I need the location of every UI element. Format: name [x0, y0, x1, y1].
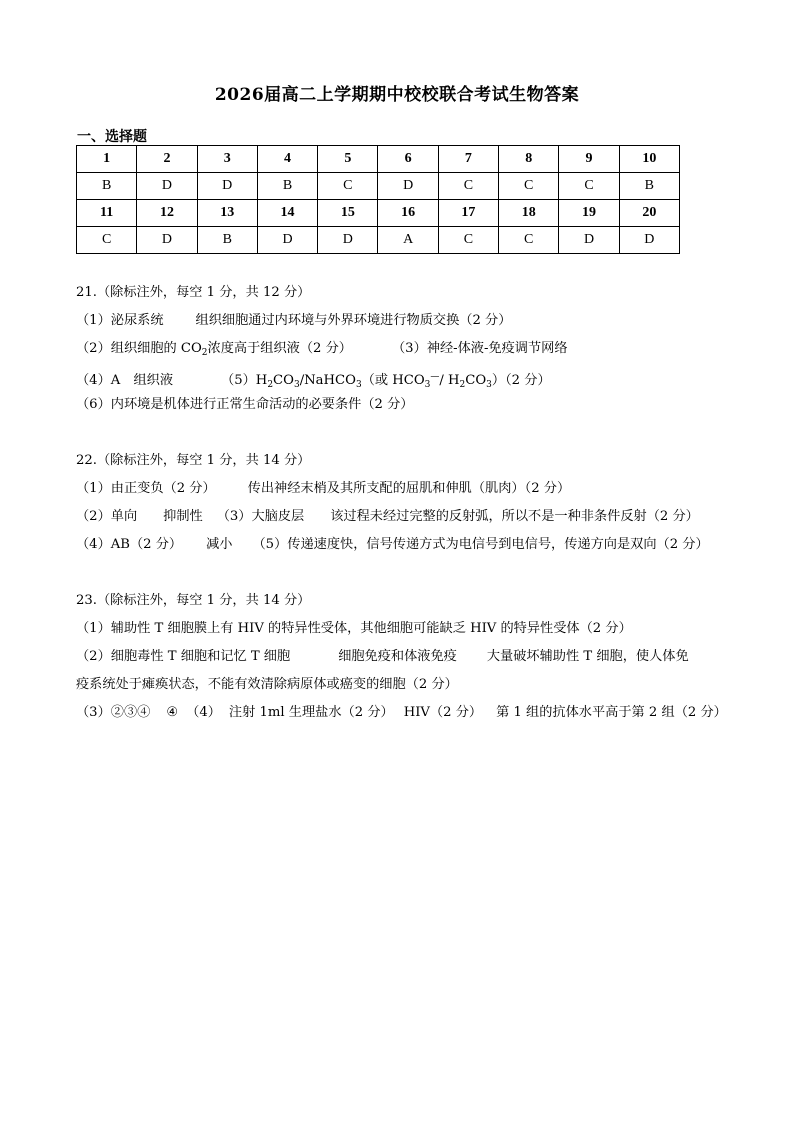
answer-text: 组织细胞通过内环境与外界环境进行物质交换（2 分）: [195, 313, 512, 328]
question-header: 22.（除标注外，每空 1 分，共 14 分）: [76, 453, 311, 468]
answer-text: （4）: [186, 705, 221, 720]
answer-text: /NaHCO: [299, 373, 356, 388]
question-22: [76, 447, 756, 559]
answer-text: （或 HCO: [361, 373, 425, 388]
table-cell: D: [137, 173, 197, 200]
answer-text: 注射 1ml 生理盐水（2 分）: [228, 705, 394, 720]
answer-text: （1）泌尿系统: [76, 313, 164, 328]
table-cell: 15: [318, 200, 378, 227]
table-cell: C: [499, 173, 559, 200]
subscript: 2: [201, 348, 208, 358]
table-cell: 5: [318, 146, 378, 173]
answer-text: （3）②③④: [76, 705, 151, 720]
table-cell: C: [559, 173, 619, 200]
answer-text: （3）大脑皮层: [216, 509, 305, 524]
table-cell: C: [499, 227, 559, 254]
table-cell: 7: [438, 146, 498, 173]
answer-text: （2）细胞毒性 T 细胞和记忆 T 细胞: [76, 649, 291, 664]
answer-text: 细胞免疫和体液免疫: [338, 649, 457, 664]
table-cell: A: [378, 227, 438, 254]
table-cell: 2: [137, 146, 197, 173]
answer-text: （5）H: [221, 373, 268, 388]
table-cell: 13: [197, 200, 257, 227]
table-cell: 1: [77, 146, 137, 173]
answer-line: （6）内环境是机体进行正常生命活动的必要条件（2 分）: [76, 397, 414, 412]
table-cell: 11: [77, 200, 137, 227]
answer-text: （2）组织细胞的 CO: [76, 341, 202, 356]
answer-line: [76, 531, 756, 559]
question-23: [76, 587, 756, 727]
answer-line: （1）辅助性 T 细胞膜上有 HIV 的特异性受体，其他细胞可能缺乏 HIV 的特异性受体（2 分）: [76, 621, 632, 636]
answer-text: 浓度高于组织液（2 分）: [207, 341, 352, 356]
answer-text: CO: [273, 373, 294, 388]
superscript: —: [430, 372, 440, 382]
answer-line: [76, 335, 756, 363]
answer-text: / H: [439, 373, 460, 388]
answer-text: 大量破坏辅助性 T 细胞，使人体免: [486, 649, 689, 664]
answer-line: [76, 475, 756, 503]
table-cell: 20: [619, 200, 679, 227]
table-cell: C: [438, 173, 498, 200]
table-cell: 3: [197, 146, 257, 173]
table-cell: 19: [559, 200, 619, 227]
page-title: 2026届高二上学期期中校校联合考试生物答案: [214, 85, 580, 105]
table-cell: 16: [378, 200, 438, 227]
answer-line: [76, 307, 756, 335]
answer-text: （4）AB（2 分）: [76, 537, 183, 552]
answer-line: 疫系统处于瘫痪状态，不能有效清除病原体或癌变的细胞（2 分）: [76, 677, 458, 692]
table-cell: C: [318, 173, 378, 200]
table-cell: C: [438, 227, 498, 254]
answer-text: （2）单向: [76, 509, 138, 524]
question-header: 23.（除标注外，每空 1 分，共 14 分）: [76, 593, 311, 608]
table-cell: B: [77, 173, 137, 200]
table-cell: D: [619, 227, 679, 254]
answer-text: （5）传递速度快，信号传递方式为电信号到电信号，传递方向是双向（2 分）: [252, 537, 709, 552]
subscript: 2: [267, 380, 274, 390]
answer-text: 抑制性: [163, 509, 203, 524]
question-21: [76, 279, 756, 419]
table-row: [77, 227, 680, 254]
answer-text: ）（2 分）: [491, 373, 551, 388]
table-cell: 9: [559, 146, 619, 173]
table-cell: 18: [499, 200, 559, 227]
table-row: [77, 200, 680, 227]
table-row: [77, 173, 680, 200]
answer-line: [76, 699, 756, 727]
table-cell: D: [318, 227, 378, 254]
subscript: 3: [486, 380, 492, 390]
question-header: 21.（除标注外，每空 1 分，共 12 分）: [76, 285, 311, 300]
subscript: 3: [424, 380, 431, 390]
answer-table: [76, 145, 680, 254]
answer-text: CO: [465, 373, 487, 388]
table-cell: D: [257, 227, 317, 254]
answer-text: （4）A 组织液: [76, 373, 174, 388]
answer-text: 减小: [206, 537, 233, 552]
table-cell: D: [197, 173, 257, 200]
subscript: 3: [293, 380, 300, 390]
answer-line: [76, 363, 756, 391]
answer-text: （3）神经-体液-免疫调节网络: [392, 341, 568, 356]
answer-text: ④: [166, 705, 179, 720]
table-cell: 14: [257, 200, 317, 227]
table-cell: B: [619, 173, 679, 200]
table-cell: 8: [499, 146, 559, 173]
table-cell: C: [77, 227, 137, 254]
answer-text: 该过程未经过完整的反射弧，所以不是一种非条件反射（2 分）: [330, 509, 699, 524]
answer-text: HIV（2 分）: [403, 705, 483, 720]
table-cell: 17: [438, 200, 498, 227]
answer-line: [76, 503, 756, 531]
table-cell: 6: [378, 146, 438, 173]
table-cell: D: [559, 227, 619, 254]
answer-text: 传出神经末梢及其所支配的屈肌和伸肌（肌肉）（2 分）: [247, 481, 571, 496]
table-cell: B: [257, 173, 317, 200]
subscript: 2: [459, 380, 466, 390]
table-cell: B: [197, 227, 257, 254]
answer-text: （1）由正变负（2 分）: [76, 481, 216, 496]
table-row: [77, 146, 680, 173]
table-cell: 10: [619, 146, 679, 173]
table-cell: 4: [257, 146, 317, 173]
section-choice-label: 一、选择题: [77, 129, 147, 145]
table-cell: D: [378, 173, 438, 200]
table-cell: D: [137, 227, 197, 254]
table-cell: 12: [137, 200, 197, 227]
subscript: 3: [355, 380, 362, 390]
answer-line: [76, 643, 756, 671]
answer-text: 第 1 组的抗体水平高于第 2 组（2 分）: [496, 705, 727, 720]
